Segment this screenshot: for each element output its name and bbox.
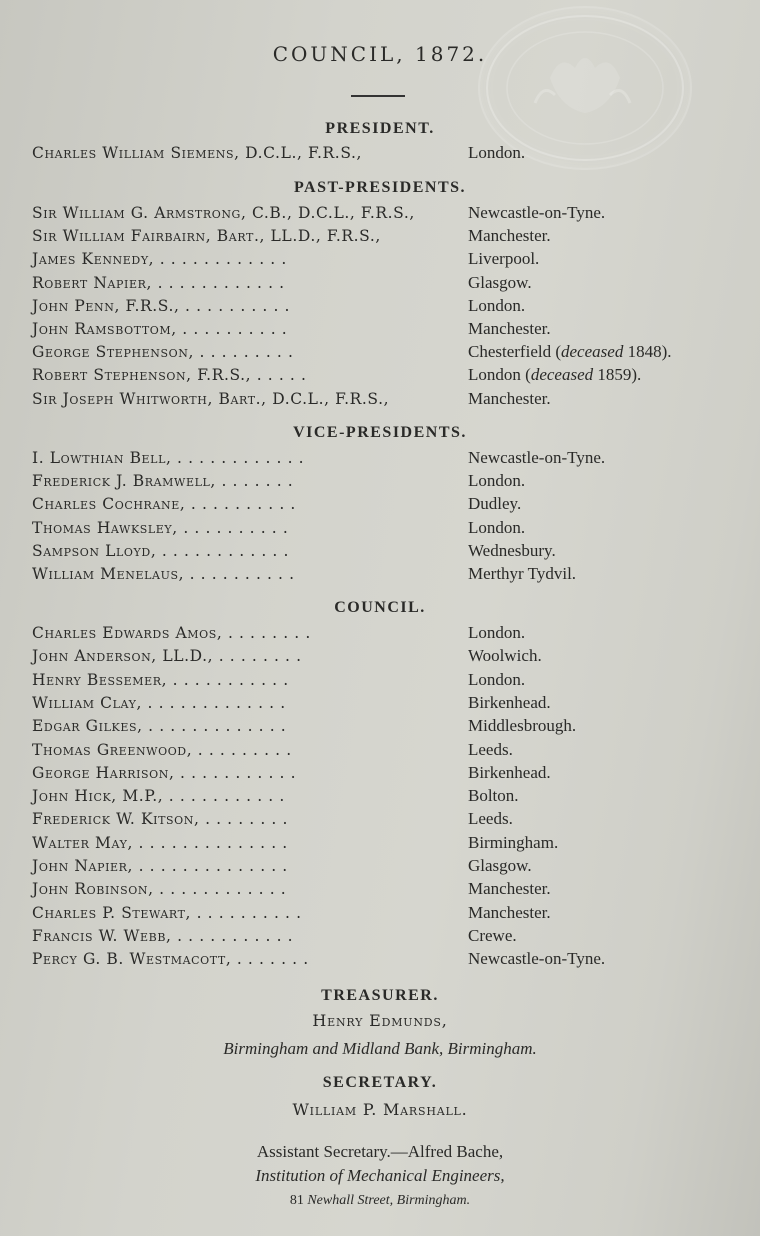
- list-item: [32, 563, 732, 585]
- assistant-institution: Institution of Mechanical Engineers,: [255, 1166, 505, 1185]
- member-place: Manchester.: [468, 879, 551, 899]
- member-name: John Hick, M.P., . . . . . . . . . . .: [32, 787, 285, 806]
- deceased-year: 1848).: [627, 342, 672, 362]
- list-item: [32, 645, 732, 667]
- list-item: [32, 388, 732, 410]
- member-name: Percy G. B. Westmacott, . . . . . . .: [32, 950, 309, 969]
- past-presidents-heading: PAST-PRESIDENTS.: [293, 179, 467, 196]
- member-place: London.: [468, 295, 526, 315]
- member-name: Frederick J. Bramwell, . . . . . . .: [32, 472, 294, 491]
- member-name: Sampson Lloyd, . . . . . . . . . . . .: [32, 541, 290, 560]
- member-place: Leeds.: [468, 809, 513, 829]
- president-heading: PRESIDENT.: [325, 120, 435, 137]
- list-item: [32, 517, 732, 539]
- member-place: Woolwich.: [468, 646, 542, 666]
- list-item: [32, 225, 732, 247]
- member-place: Birmingham.: [468, 832, 559, 852]
- member-place: Wednesbury.: [468, 540, 556, 560]
- list-item: [32, 855, 732, 877]
- member-place: London (deceased 1859).: [468, 365, 642, 385]
- member-place: London.: [468, 669, 526, 689]
- member-name: Frederick W. Kitson, . . . . . . . .: [32, 810, 288, 829]
- address-number: 81: [289, 1193, 304, 1208]
- list-item: [32, 902, 732, 924]
- vice-presidents-heading: VICE-PRESIDENTS.: [293, 424, 467, 441]
- member-name: Robert Stephenson, F.R.S., . . . . .: [32, 366, 307, 385]
- secretary-name: William P. Marshall.: [292, 1100, 468, 1119]
- list-item: [32, 669, 732, 691]
- member-name: Thomas Hawksley, . . . . . . . . . .: [32, 518, 289, 537]
- list-item: [32, 832, 732, 854]
- member-name: John Anderson, LL.D., . . . . . . . .: [32, 647, 302, 666]
- member-place: Birkenhead.: [468, 692, 551, 712]
- member-place: Newcastle-on-Tyne.: [468, 448, 606, 467]
- member-place: London.: [468, 623, 526, 642]
- list-item: [32, 692, 732, 714]
- list-item: [32, 925, 732, 947]
- member-place: Middlesbrough.: [468, 716, 577, 736]
- treasurer-address: Birmingham and Midland Bank, Birmingham.: [223, 1039, 537, 1058]
- list-item: [32, 715, 732, 737]
- member-name: Henry Bessemer, . . . . . . . . . . .: [32, 670, 289, 689]
- member-place: Leeds.: [468, 739, 513, 759]
- list-item: [32, 878, 732, 900]
- member-name: Edgar Gilkes, . . . . . . . . . . . . .: [32, 717, 287, 736]
- member-place: Glasgow.: [468, 856, 532, 875]
- member-name: Charles P. Stewart, . . . . . . . . . .: [32, 903, 302, 922]
- member-place: Crewe.: [468, 925, 517, 945]
- member-place: London.: [468, 517, 526, 537]
- treasurer-heading: TREASURER.: [321, 987, 439, 1004]
- assistant-address: [0, 1193, 760, 1209]
- member-name: John Penn, F.R.S., . . . . . . . . . .: [32, 296, 291, 315]
- member-place: Manchester.: [468, 388, 551, 408]
- president-place: London.: [468, 143, 526, 162]
- member-name: Robert Napier, . . . . . . . . . . . .: [32, 273, 285, 292]
- member-name: Sir William G. Armstrong, C.B., D.C.L., F.R.S.,: [32, 204, 415, 222]
- member-place: Dudley.: [468, 494, 522, 514]
- page-title: COUNCIL, 1872.: [272, 42, 488, 66]
- list-item: [32, 762, 732, 784]
- list-item: [32, 540, 732, 562]
- list-item: [32, 248, 732, 270]
- member-name: Charles Edwards Amos, . . . . . . . .: [32, 624, 311, 642]
- list-item: [32, 808, 732, 830]
- address-street: Newhall Street, Birmingham.: [307, 1193, 471, 1208]
- list-item: [32, 341, 732, 363]
- list-item: [32, 493, 732, 515]
- member-name: Sir Joseph Whitworth, Bart., D.C.L., F.R.S.,: [32, 389, 390, 408]
- member-name: Sir William Fairbairn, Bart., LL.D., F.R.S.,: [32, 227, 381, 246]
- member-place: Chesterfield (deceased 1848).: [468, 342, 672, 362]
- deceased-note: deceased: [561, 342, 624, 362]
- member-place: Glasgow.: [468, 272, 532, 292]
- list-item: [32, 470, 732, 492]
- member-name: Walter May, . . . . . . . . . . . . . .: [32, 833, 288, 852]
- member-place: Manchester.: [468, 902, 551, 922]
- council-heading: COUNCIL.: [334, 599, 426, 616]
- list-item: [32, 295, 732, 317]
- title-divider: [351, 95, 405, 97]
- member-name: George Harrison, . . . . . . . . . . .: [32, 763, 297, 782]
- member-place: Merthyr Tydvil.: [468, 564, 577, 583]
- member-place: Newcastle-on-Tyne.: [468, 203, 606, 222]
- member-place: London.: [468, 471, 526, 491]
- assistant-secretary-line: Assistant Secretary.—Alfred Bache,: [256, 1142, 504, 1161]
- president-row: [32, 142, 732, 164]
- place-name: London: [468, 365, 521, 385]
- place-name: Chesterfield: [468, 342, 552, 362]
- member-place: Manchester.: [468, 319, 551, 338]
- member-place: Liverpool.: [468, 249, 540, 269]
- member-name: John Robinson, . . . . . . . . . . . .: [32, 880, 287, 899]
- list-item: [32, 622, 732, 644]
- list-item: [32, 447, 732, 469]
- member-name: George Stephenson, . . . . . . . . .: [32, 343, 294, 362]
- member-name: Thomas Greenwood, . . . . . . . . .: [32, 740, 292, 759]
- list-item: [32, 202, 732, 224]
- member-place: Bolton.: [468, 786, 519, 806]
- president-name: Charles William Siemens, D.C.L., F.R.S.,: [32, 144, 363, 162]
- list-item: [32, 948, 732, 970]
- member-place: Manchester.: [468, 226, 551, 246]
- list-item: [32, 364, 732, 386]
- list-item: [32, 272, 732, 294]
- member-name: James Kennedy, . . . . . . . . . . . .: [32, 250, 287, 269]
- member-place: Newcastle-on-Tyne.: [468, 949, 606, 969]
- member-name: John Napier, . . . . . . . . . . . . . .: [32, 857, 288, 875]
- deceased-note: deceased: [530, 365, 594, 385]
- deceased-year: 1859).: [597, 365, 642, 385]
- member-name: Francis W. Webb, . . . . . . . . . . .: [32, 926, 294, 945]
- member-name: William Clay, . . . . . . . . . . . . .: [32, 693, 286, 712]
- list-item: [32, 785, 732, 807]
- treasurer-name: Henry Edmunds,: [312, 1011, 448, 1030]
- list-item: [32, 739, 732, 761]
- member-name: Charles Cochrane, . . . . . . . . . .: [32, 495, 296, 514]
- member-name: William Menelaus, . . . . . . . . . .: [32, 565, 295, 583]
- member-place: Birkenhead.: [468, 762, 551, 782]
- member-name: I. Lowthian Bell, . . . . . . . . . . . .: [32, 449, 305, 467]
- secretary-heading: SECRETARY.: [322, 1074, 438, 1091]
- member-name: John Ramsbottom, . . . . . . . . . .: [32, 320, 288, 338]
- list-item: [32, 318, 732, 340]
